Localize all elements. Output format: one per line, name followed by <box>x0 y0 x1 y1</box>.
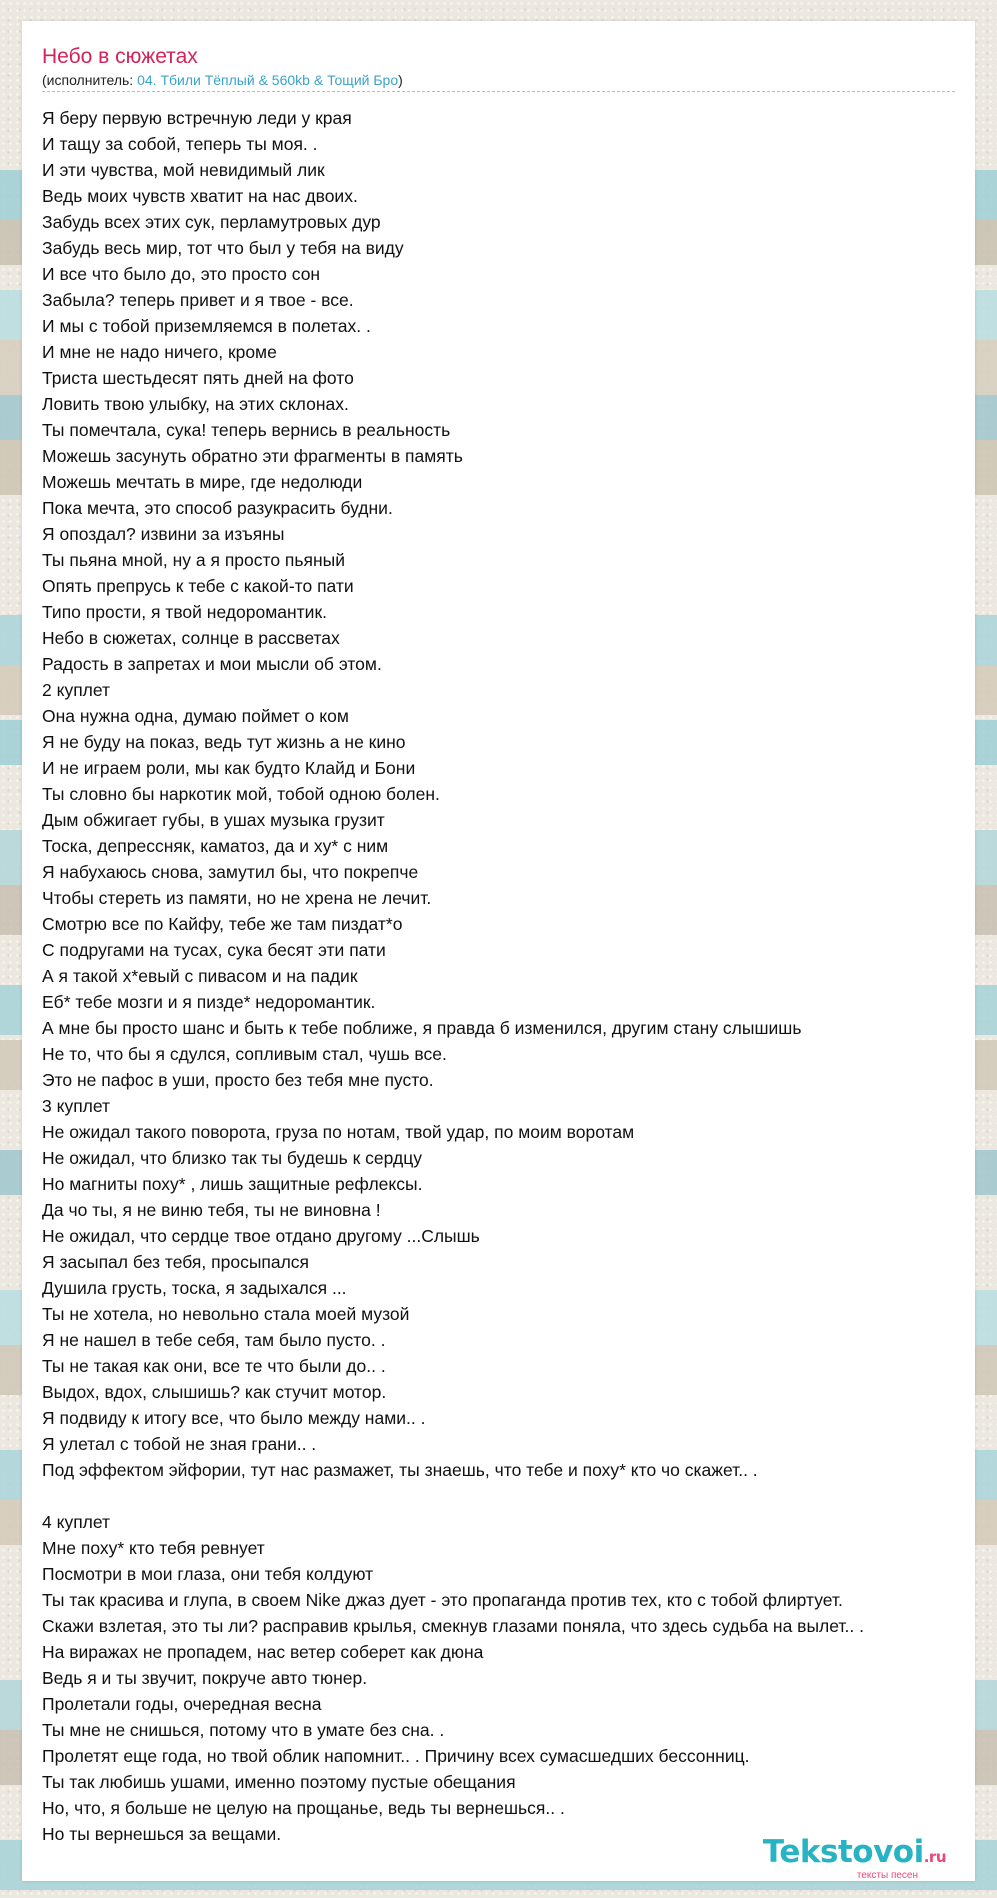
lyric-line: Посмотри в мои глаза, они тебя колдуют <box>42 1564 374 1584</box>
artist-link[interactable]: 04. Тбили Тёплый & 560kb & Тощий Бро <box>137 72 399 88</box>
lyric-line: Это не пафос в уши, просто без тебя мне пусто. <box>42 1070 434 1090</box>
lyric-line: Типо прости, я твой недоромантик. <box>42 602 327 622</box>
lyric-line: 2 куплет <box>42 680 111 700</box>
lyric-line: 4 куплет <box>42 1512 111 1532</box>
lyric-line: Я не буду на показ, ведь тут жизнь а не кино <box>42 732 406 752</box>
lyric-line: 3 куплет <box>42 1096 111 1116</box>
lyric-line: И мы с тобой приземляемся в полетах. . <box>42 316 371 336</box>
lyric-line: Ловить твою улыбку, на этих склонах. <box>42 394 349 414</box>
lyric-line: Не то, что бы я сдулся, сопливым стал, чушь все. <box>42 1044 447 1064</box>
lyric-line: Забудь весь мир, тот что был у тебя на виду <box>42 238 404 258</box>
lyric-line: Тоска, депрессняк, каматоз, да и ху* с ним <box>42 836 389 856</box>
lyric-line: Но, что, я больше не целую на прощанье, ведь ты вернешься.. . <box>42 1798 565 1818</box>
lyric-line: Не ожидал, что близко так ты будешь к сердцу <box>42 1148 422 1168</box>
lyric-line: Да чо ты, я не виню тебя, ты не виновна ! <box>42 1200 381 1220</box>
lyric-line: Ты пьяна мной, ну а я просто пьяный <box>42 550 346 570</box>
lyrics-text <box>42 105 975 1847</box>
lyric-line: И тащу за собой, теперь ты моя. . <box>42 134 318 154</box>
lyric-line: Ты так любишь ушами, именно поэтому пустые обещания <box>42 1772 516 1792</box>
lyric-line: Выдох, вдох, слышишь? как стучит мотор. <box>42 1382 387 1402</box>
lyric-line: Смотрю все по Кайфу, тебе же там пиздат*о <box>42 914 403 934</box>
lyric-line: Ты не такая как они, все те что были до.. . <box>42 1356 386 1376</box>
lyric-line: Не ожидал, что сердце твое отдано другому ...Слышь <box>42 1226 480 1246</box>
lyric-line: Пролетят еще года, но твой облик напомнит.. . Причину всех сумасшедших бессонниц. <box>42 1746 750 1766</box>
lyric-line: И мне не надо ничего, кроме <box>42 342 277 362</box>
lyric-line: А я такой х*евый с пивасом и на падик <box>42 966 358 986</box>
lyric-line: Триста шестьдесят пять дней на фото <box>42 368 354 388</box>
lyric-line: Я засыпал без тебя, просыпался <box>42 1252 310 1272</box>
lyric-line: Я подвиду к итогу все, что было между нами.. . <box>42 1408 426 1428</box>
lyric-line: А мне бы просто шанс и быть к тебе поближе, я правда б изменился, другим стану слышишь <box>42 1018 802 1038</box>
lyric-line: Опять препрусь к тебе с какой-то пати <box>42 576 354 596</box>
lyric-line: Я опоздал? извини за изъяны <box>42 524 285 544</box>
lyric-line: Ведь я и ты звучит, покруче авто тюнер. <box>42 1668 368 1688</box>
lyric-line: Ты словно бы наркотик мой, тобой одною болен. <box>42 784 440 804</box>
lyric-line: Но ты вернешься за вещами. <box>42 1824 282 1844</box>
lyrics-card <box>22 21 975 1881</box>
lyric-line: С подругами на тусах, сука бесят эти пати <box>42 940 386 960</box>
song-title: Небо в сюжетах <box>42 45 198 68</box>
lyric-line: Чтобы стереть из памяти, но не хрена не лечит. <box>42 888 432 908</box>
lyric-line: И не играем роли, мы как будто Клайд и Бони <box>42 758 416 778</box>
logo-tagline: тексты песен <box>856 1870 918 1881</box>
lyric-line: Ты так красива и глупа, в своем Nike джаз дует - это пропаганда против тех, кто с тобой флиртует. <box>42 1590 843 1610</box>
logo-main-text: Tekstovoi <box>762 1834 924 1870</box>
lyric-line: И все что было до, это просто сон <box>42 264 321 284</box>
lyric-line: Дым обжигает губы, в ушах музыка грузит <box>42 810 385 830</box>
title-divider <box>42 91 955 92</box>
lyric-line: Скажи взлетая, это ты ли? расправив крылья, смекнув глазами поняла, что здесь судьба на вылет.. . <box>42 1616 864 1636</box>
lyric-line: Забудь всех этих сук, перламутровых дур <box>42 212 381 232</box>
lyric-line: И эти чувства, мой невидимый лик <box>42 160 325 180</box>
lyric-line: Радость в запретах и мои мысли об этом. <box>42 654 382 674</box>
lyric-line: Можешь мечтать в мире, где недолюди <box>42 472 363 492</box>
artist-line <box>42 72 403 88</box>
logo-tld: .ru <box>923 1848 946 1866</box>
lyric-line: Я беру первую встречную леди у края <box>42 108 352 128</box>
lyric-line: Пока мечта, это способ разукрасить будни. <box>42 498 393 518</box>
lyric-line: Но магниты поху* , лишь защитные рефлексы. <box>42 1174 423 1194</box>
lyric-line: Я улетал с тобой не зная грани.. . <box>42 1434 317 1454</box>
lyric-line: Ты не хотела, но невольно стала моей музой <box>42 1304 410 1324</box>
lyric-line: Мне поху* кто тебя ревнует <box>42 1538 265 1558</box>
lyric-line: Она нужна одна, думаю поймет о ком <box>42 706 349 726</box>
lyric-line: Еб* тебе мозги и я пизде* недоромантик. <box>42 992 376 1012</box>
lyric-line: Душила грусть, тоска, я задыхался ... <box>42 1278 347 1298</box>
lyric-line: Пролетали годы, очередная весна <box>42 1694 322 1714</box>
lyric-line: Я не нашел в тебе себя, там было пусто. . <box>42 1330 386 1350</box>
lyric-line: Я набухаюсь снова, замутил бы, что покрепче <box>42 862 419 882</box>
site-logo[interactable] <box>763 1835 946 1881</box>
lyric-line: Под эффектом эйфории, тут нас размажет, ты знаешь, что тебе и поху* кто чо скажет.. . <box>42 1460 758 1480</box>
lyric-line: Ты помечтала, сука! теперь вернись в реальность <box>42 420 451 440</box>
lyric-line: Небо в сюжетах, солнце в рассветах <box>42 628 340 648</box>
lyric-line: Можешь засунуть обратно эти фрагменты в память <box>42 446 463 466</box>
lyric-line: Забыла? теперь привет и я твое - все. <box>42 290 354 310</box>
lyric-line <box>42 1483 975 1509</box>
lyric-line: Ведь моих чувств хватит на нас двоих. <box>42 186 358 206</box>
lyric-line: На виражах не пропадем, нас ветер соберет как дюна <box>42 1642 484 1662</box>
artist-suffix: ) <box>398 72 403 88</box>
artist-prefix: (исполнитель: <box>42 72 138 88</box>
lyric-line: Ты мне не снишься, потому что в умате без сна. . <box>42 1720 445 1740</box>
lyric-line: Не ожидал такого поворота, груза по нотам, твой удар, по моим воротам <box>42 1122 635 1142</box>
